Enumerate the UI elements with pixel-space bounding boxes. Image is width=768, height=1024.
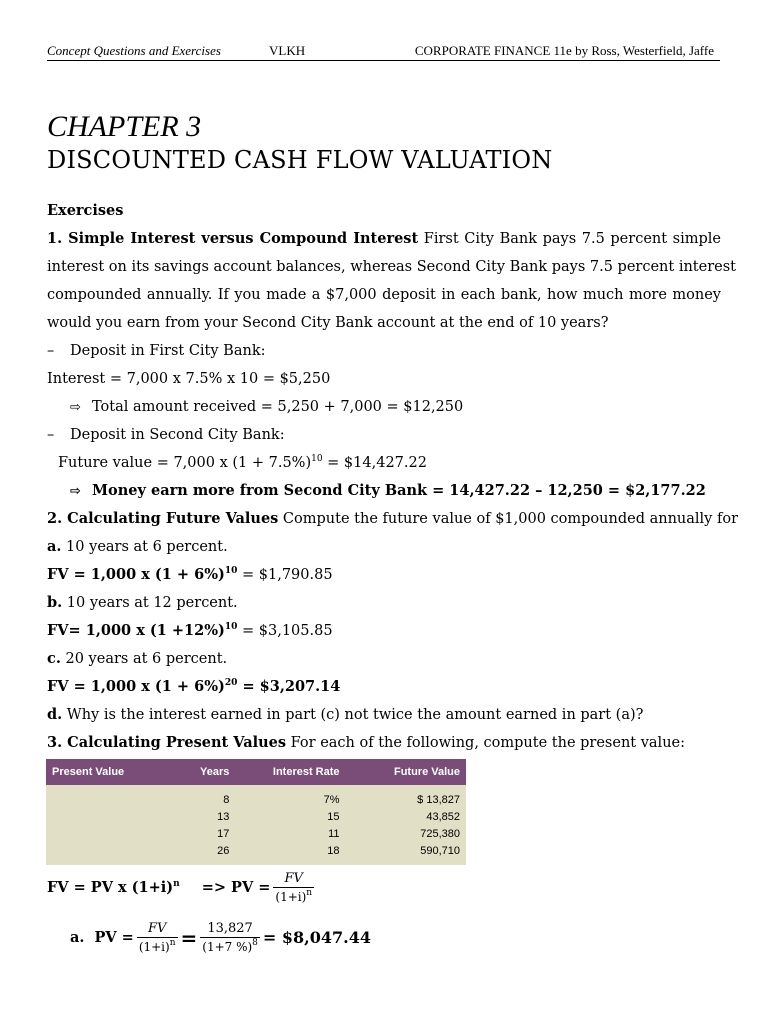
present-value-table <box>46 759 466 865</box>
denominator-base: (1+i) <box>138 939 170 954</box>
dash-bullet: – <box>47 343 55 359</box>
fraction-denominator <box>137 938 178 956</box>
fv-exponent: 10 <box>311 454 323 464</box>
arrow-right-icon: ⇨ <box>70 484 81 499</box>
denominator-exponent: n <box>169 937 176 948</box>
q2-heading-rest: Compute the future value of $1,000 compounded annually for <box>278 511 739 527</box>
q2-c-result: = $3,207.14 <box>237 678 341 695</box>
fraction-denominator <box>200 938 260 956</box>
chapter-title: DISCOUNTED CASH FLOW VALUATION <box>47 146 553 174</box>
q2-b-calc <box>47 617 721 645</box>
formula-fraction <box>273 871 314 906</box>
table-row <box>46 825 466 842</box>
table-cell: 8 <box>161 785 235 808</box>
table-row <box>46 785 466 808</box>
q2-d-text: Why is the interest earned in part (c) not twice the amount earned in part (a)? <box>62 707 644 723</box>
table-cell: 13 <box>161 808 235 825</box>
pv-formula-line <box>47 868 721 908</box>
q3-a-fraction-numeric <box>200 921 260 956</box>
q1-line-2: interest on its savings account balances, whereas Second City Bank pays 7.5 percent interest <box>47 259 736 275</box>
q2-c-calc-prefix: FV = 1,000 x (1 + 6%) <box>47 678 225 695</box>
table-row <box>46 808 466 825</box>
q2-b-result: = $3,105.85 <box>237 623 333 639</box>
q2-a-calc <box>47 561 721 589</box>
fv-prefix: Future value = 7,000 x (1 + 7.5%) <box>58 455 312 471</box>
table-header-cell: Present Value <box>46 759 161 785</box>
fv-suffix: = $14,427.22 <box>322 455 427 471</box>
table-cell: 590,710 <box>346 842 466 865</box>
exercises-heading: Exercises <box>47 202 124 219</box>
q2-c-label: c. <box>47 650 61 667</box>
table-header-cell: Years <box>161 759 235 785</box>
total-received-text: Total amount received = 5,250 + 7,000 = $12,250 <box>92 399 464 415</box>
q2-a-text: 10 years at 6 percent. <box>61 539 228 555</box>
table-cell: 17 <box>161 825 235 842</box>
q2-b-exponent: 10 <box>224 622 238 632</box>
denominator-exponent: n <box>306 887 313 898</box>
q1-line-1-rest: First City Bank pays 7.5 percent simple <box>418 231 721 247</box>
future-value-calc <box>58 449 732 477</box>
q3-a-pv-label: PV = <box>94 929 134 946</box>
q2-a-exponent: 10 <box>224 566 238 576</box>
table-cell <box>46 808 161 825</box>
q2-c-line <box>47 645 721 673</box>
q3-heading: 3. Calculating Present Values <box>47 734 287 751</box>
table-header-cell: Future Value <box>346 759 466 785</box>
table-cell <box>46 842 161 865</box>
table-cell: 18 <box>235 842 345 865</box>
fraction-numerator: FV <box>137 921 178 938</box>
table-cell: 43,852 <box>346 808 466 825</box>
header-mid-text: VLKH <box>269 43 306 58</box>
q2-d-line <box>47 701 721 729</box>
q1-line-3: compounded annually. If you made a $7,000 deposit in each bank, how much more money <box>47 287 721 303</box>
total-received-line <box>70 393 744 422</box>
q2-a-result: = $1,790.85 <box>237 567 333 583</box>
arrow-right-icon: ⇨ <box>70 400 81 415</box>
q2-c-calc <box>47 673 721 701</box>
q2-c-text: 20 years at 6 percent. <box>60 651 228 667</box>
q2-b-calc-prefix: FV= 1,000 x (1 +12%) <box>47 622 225 639</box>
q3-a-fraction-symbolic <box>137 921 178 956</box>
denominator-base: (1+7 %) <box>202 939 253 954</box>
table-cell <box>46 825 161 842</box>
equals-sign: = <box>180 926 198 950</box>
table-cell: 7% <box>235 785 345 808</box>
q2-d-label: d. <box>47 706 63 723</box>
fraction-numerator: FV <box>273 871 314 888</box>
table-row <box>46 842 466 865</box>
q2-b-text: 10 years at 12 percent. <box>62 595 238 611</box>
table-header-row <box>46 759 466 785</box>
formula-exponent: n <box>173 879 180 889</box>
q2-a-line <box>47 533 721 561</box>
second-bank-label <box>47 421 721 449</box>
q2-heading: 2. Calculating Future Values <box>47 510 279 527</box>
q1-heading: 1. Simple Interest versus Compound Interest <box>47 230 419 247</box>
q2-b-label: b. <box>47 594 63 611</box>
denominator-exponent: 8 <box>252 937 258 948</box>
page-header <box>47 42 720 61</box>
table-cell: 15 <box>235 808 345 825</box>
table-cell <box>46 785 161 808</box>
chapter-number: CHAPTER 3 <box>47 110 202 143</box>
fraction-denominator <box>273 888 314 906</box>
header-right-text: CORPORATE FINANCE 11e by Ross, Westerfield, Jaffe <box>414 43 714 58</box>
second-bank-text: Deposit in Second City Bank: <box>70 427 285 443</box>
header-left-text: Concept Questions and Exercises <box>47 43 221 58</box>
table-cell: 725,380 <box>346 825 466 842</box>
q3-heading-rest: For each of the following, compute the present value: <box>286 735 686 751</box>
q1-line-1 <box>47 225 721 253</box>
table-header-cell: Interest Rate <box>235 759 345 785</box>
money-more-text: Money earn more from Second City Bank = 14,427.22 – 12,250 = $2,177.22 <box>92 482 706 499</box>
q3-heading-line <box>47 729 721 757</box>
q2-a-calc-prefix: FV = 1,000 x (1 + 6%) <box>47 566 225 583</box>
q3-a-calc-line <box>70 918 744 958</box>
q2-heading-line <box>47 505 739 533</box>
table-cell: 11 <box>235 825 345 842</box>
money-more-line <box>70 477 744 506</box>
q2-c-exponent: 20 <box>224 678 238 688</box>
table-cell: 26 <box>161 842 235 865</box>
formula-left: FV = PV x (1+i) <box>47 879 174 896</box>
interest-calc: Interest = 7,000 x 7.5% x 10 = $5,250 <box>47 371 331 387</box>
denominator-base: (1+i) <box>275 889 307 904</box>
formula-arrow: => PV = <box>201 879 271 896</box>
table-cell: $ 13,827 <box>346 785 466 808</box>
q2-a-label: a. <box>47 538 62 555</box>
first-bank-text: Deposit in First City Bank: <box>70 343 266 359</box>
q2-b-line <box>47 589 721 617</box>
first-bank-label <box>47 337 721 365</box>
q3-a-result: = $8,047.44 <box>262 928 371 947</box>
q3-a-label: a. <box>70 929 85 946</box>
fraction-numerator: 13,827 <box>200 921 260 938</box>
q1-line-4: would you earn from your Second City Bank account at the end of 10 years? <box>47 315 609 331</box>
dash-bullet: – <box>47 427 55 443</box>
